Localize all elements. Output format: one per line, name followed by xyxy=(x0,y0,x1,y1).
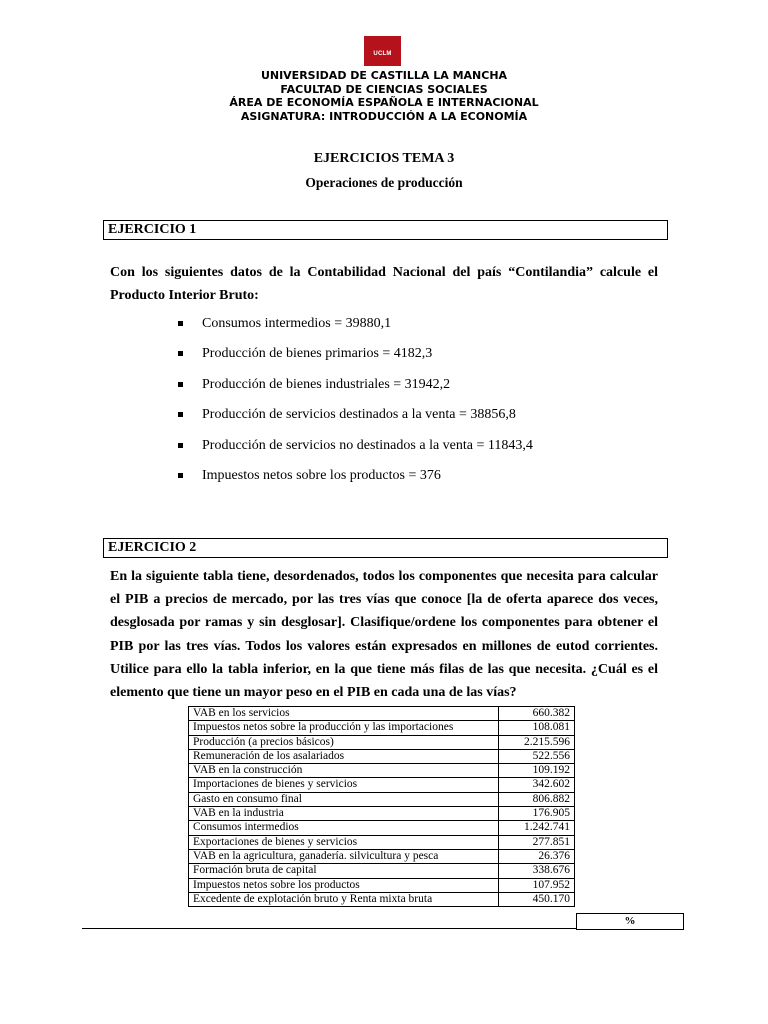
row-label: Exportaciones de bienes y servicios xyxy=(189,835,499,849)
row-value: 522.556 xyxy=(499,749,575,763)
table-row xyxy=(189,792,575,806)
row-label: VAB en la construcción xyxy=(189,764,499,778)
row-label: Remuneración de los asalariados xyxy=(189,749,499,763)
row-label: Formación bruta de capital xyxy=(189,864,499,878)
list-item-text: Producción de bienes primarios = 4182,3 xyxy=(202,346,433,362)
exercise-2-heading: EJERCICIO 2 xyxy=(103,538,668,558)
table-row xyxy=(189,807,575,821)
row-label: VAB en la industria xyxy=(189,807,499,821)
row-value: 806.882 xyxy=(499,792,575,806)
table-row xyxy=(189,778,575,792)
list-item xyxy=(178,344,533,374)
table-row xyxy=(189,849,575,863)
bullet-square-icon xyxy=(178,473,183,478)
percent-column-header: % xyxy=(576,913,684,930)
header-faculty: FACULTAD DE CIENCIAS SOCIALES xyxy=(280,82,488,96)
list-item-text: Producción de servicios no destinados a la venta = 11843,4 xyxy=(202,437,533,453)
row-value: 338.676 xyxy=(499,864,575,878)
row-value: 108.081 xyxy=(499,721,575,735)
list-item xyxy=(178,436,533,466)
row-label: Consumos intermedios xyxy=(189,821,499,835)
table-row xyxy=(189,764,575,778)
list-item xyxy=(178,405,533,435)
row-value: 450.170 xyxy=(499,892,575,906)
exercise-1-statement: Con los siguientes datos de la Contabilidad Nacional del país “Contilandia” calcule el Producto Interior Bruto: xyxy=(110,265,658,303)
list-item xyxy=(178,375,533,405)
list-item xyxy=(178,314,533,344)
table-row xyxy=(189,735,575,749)
table-row xyxy=(189,821,575,835)
row-label: Gasto en consumo final xyxy=(189,792,499,806)
list-item-text: Producción de servicios destinados a la venta = 38856,8 xyxy=(202,407,516,423)
row-value: 176.905 xyxy=(499,807,575,821)
table-row xyxy=(189,721,575,735)
bullet-square-icon xyxy=(178,412,183,417)
row-label: Impuestos netos sobre los productos xyxy=(189,878,499,892)
header-university: UNIVERSIDAD DE CASTILLA LA MANCHA xyxy=(260,69,508,82)
table-row xyxy=(189,707,575,721)
list-item-text: Impuestos netos sobre los productos = 376 xyxy=(202,467,441,483)
document-subtitle: Operaciones de producción xyxy=(305,175,463,190)
row-label: VAB en los servicios xyxy=(189,707,499,721)
uclm-logo xyxy=(364,36,401,66)
row-value: 109.192 xyxy=(499,764,575,778)
row-value: 1.242.741 xyxy=(499,821,575,835)
bullet-square-icon xyxy=(178,382,183,387)
list-item-text: Producción de bienes industriales = 31942,2 xyxy=(202,376,451,392)
header-subject: ASIGNATURA: INTRODUCCIÓN A LA ECONOMÍA xyxy=(240,109,528,123)
bullet-square-icon xyxy=(178,351,183,356)
bullet-square-icon xyxy=(178,321,183,326)
row-label: Importaciones de bienes y servicios xyxy=(189,778,499,792)
list-item xyxy=(178,466,533,496)
table-row xyxy=(189,835,575,849)
exercise-1-data-list xyxy=(178,314,533,496)
row-label: VAB en la agricultura, ganadería. silvicultura y pesca xyxy=(189,849,499,863)
row-value: 2.215.596 xyxy=(499,735,575,749)
row-value: 277.851 xyxy=(499,835,575,849)
exercise-2-statement: En la siguiente tabla tiene, desordenados, todos los componentes que necesita para calcular el PIB a precios de mercado, por las tres vías que conoce [la de oferta aparece dos veces, desglosada por ramas y sin desglosar]. Clasifique/ordene los componentes para obtener el PIB por las tres vías. Todos los valores están expresados en millones de eutod corrientes. Utilice para ello la tabla inferior, en la que tiene más filas de las que necesita. ¿Cuál es el elemento que tiene un mayor peso en el PIB en cada una de las vías? xyxy=(110,569,658,701)
list-item-text: Consumos intermedios = 39880,1 xyxy=(202,316,392,331)
table-row xyxy=(189,892,575,906)
table-row xyxy=(189,749,575,763)
components-table xyxy=(188,706,575,907)
exercise-1-heading: EJERCICIO 1 xyxy=(103,220,668,240)
document-title: EJERCICIOS TEMA 3 xyxy=(313,151,455,166)
page-rule xyxy=(82,928,576,929)
row-label: Impuestos netos sobre la producción y las importaciones xyxy=(189,721,499,735)
row-label: Producción (a precios básicos) xyxy=(189,735,499,749)
bullet-square-icon xyxy=(178,443,183,448)
institution-header xyxy=(0,69,768,123)
row-value: 107.952 xyxy=(499,878,575,892)
table-row xyxy=(189,864,575,878)
row-value: 660.382 xyxy=(499,707,575,721)
row-label: Excedente de explotación bruto y Renta mixta bruta xyxy=(189,892,499,906)
row-value: 26.376 xyxy=(499,849,575,863)
logo-text: UCLM xyxy=(373,51,392,57)
table-row xyxy=(189,878,575,892)
row-value: 342.602 xyxy=(499,778,575,792)
header-area: ÁREA DE ECONOMÍA ESPAÑOLA E INTERNACIONAL xyxy=(229,96,539,109)
